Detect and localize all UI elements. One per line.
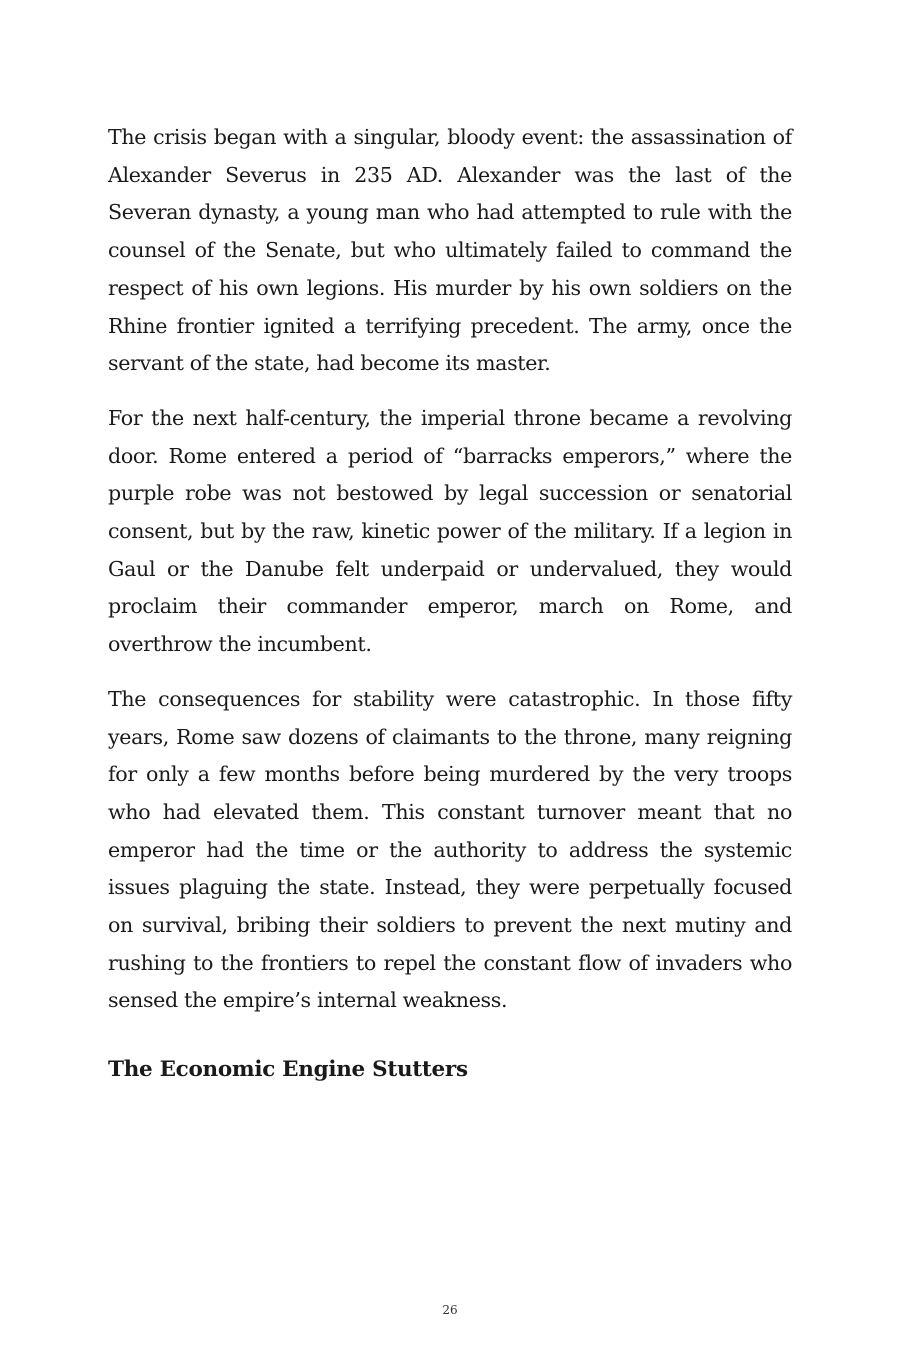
body-text bbox=[108, 119, 792, 1086]
paragraph-consequences: The consequences for stability were catastrophic. In those fifty years, Rome saw dozens of claimants to the throne, many reigning for only a few months before being murdered by the very troops who had elevated them. This constant turnover meant that no emperor had the time or the authority to address the systemic issues plaguing the state. Instead, they were perpetually focused on survival, bribing their soldiers to prevent the next mutiny and rushing to the frontiers to repel the constant flow of invaders who sensed the empire’s internal weakness. bbox=[108, 686, 792, 1013]
paragraph-assassination: The crisis began with a singular, bloody event: the assassination of Alexander Severus in 235 AD. Alexander was the last of the Severan dynasty, a young man who had attempted to rule with the counsel of the Senate, but who ultimately failed to command the respect of his own legions. His murder by his own soldiers on the Rhine frontier ignited a terrifying precedent. The army, once the servant of the state, had become its master. bbox=[108, 125, 792, 376]
paragraph-barracks-emperors: For the next half-century, the imperial throne became a revolving door. Rome entered a period of “barracks emperors,” where the purple robe was not bestowed by legal succession or senatorial consent, but by the raw, kinetic power of the military. If a legion in Gaul or the Danube felt underpaid or undervalued, they would proclaim their commander emperor, march on Rome, and overthrow the incumbent. bbox=[108, 405, 792, 657]
page-number: 26 bbox=[442, 1303, 458, 1317]
section-heading: The Economic Engine Stutters bbox=[108, 1057, 468, 1083]
